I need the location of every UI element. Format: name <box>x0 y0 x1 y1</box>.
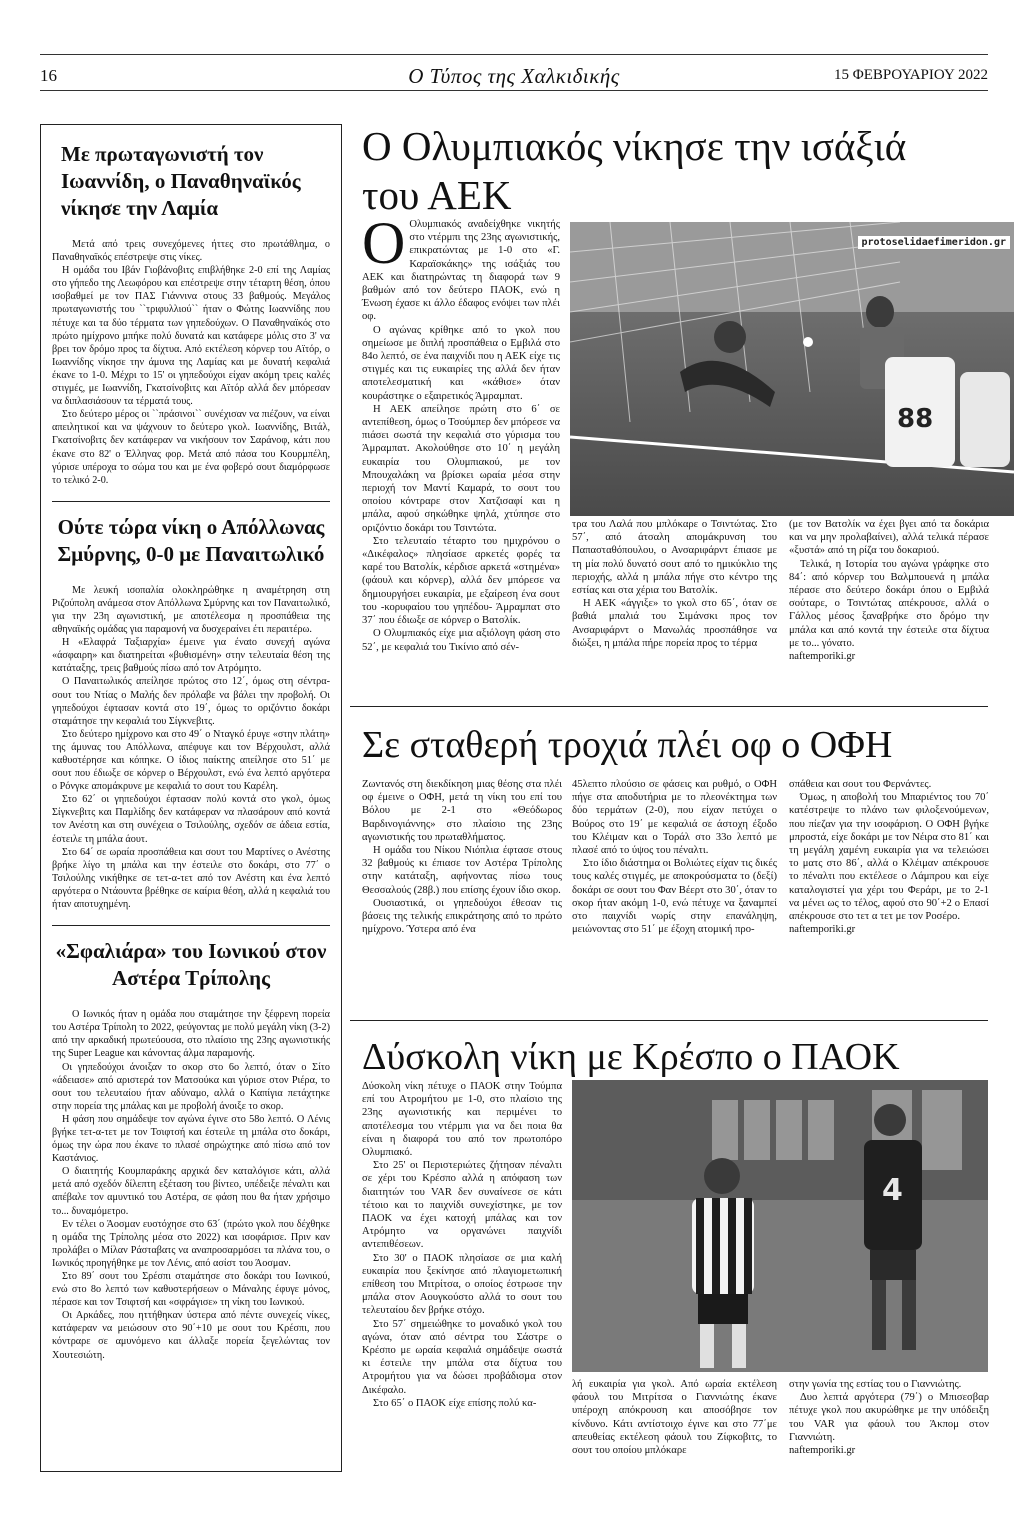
sidebar-separator <box>52 501 330 502</box>
source-credit: naftemporiki.gr <box>789 1445 856 1457</box>
story2-column3 <box>789 778 989 936</box>
sidebar-article2-headline: Ούτε τώρα νίκη ο Απόλλωνας Σμύρνης, 0-0 με Παναιτωλικό <box>57 514 325 566</box>
story2-column1 <box>362 778 562 936</box>
paragraph: Οι Αρκάδες, που ηττήθηκαν ύστερα από πέντε συνεχείς νίκες, κατάφεραν να μειώσουν στο 90΄+10 με σουτ του Κρέσπι, που κόντραρε σε αμυνόμενο και άλλαξε πορεία ξεγελώντας τον Χουτεσιώτη. <box>52 1310 330 1361</box>
story2-column2 <box>572 778 777 936</box>
header-underline <box>40 90 988 91</box>
paragraph: Η ομάδα του Ιβάν Γιοβάνοβιτς επιβλήθηκε 2-0 επί της Λαμίας στο γήπεδο της Λεωφόρου και επέστρεψε στην τέταρτη θέση, όπου ισοβαθμεί με τον ΠΑΣ Γιάννινα στους 33 βαθμούς. Μεγάλος πρωταγωνιστής του ``τριφυλλιού`` ήταν ο Φώτης Ιωαννίδης που πέτυχε και τα δύο τέρματα των γηπεδούχων. Ο Παναθηναϊκός στο πρώτο ημίχρονο μπήκε πολύ δυνατά και κατάφερε μόλις στο 3' να βρει τον δρόμο προς τα δίχτυα. Από εκτέλεση κόρνερ του Αϊτόρ, ο Ιωαννίδης νίκησε την άμυνα της Λαμίας και με δυνατή κεφαλιά έκανε το 1-0. Μέχρι το 15' οι γηπεδούχοι είχαν ακόμη τρεις καλές στιγμές, με Ιωαννίδη, Γκατσίνοβιτς και Αϊτόρ αλλά δεν μπόρεσαν να διπλασιάσουν τα τέρματά τους. <box>52 265 330 408</box>
sidebar-article2-body <box>52 584 330 911</box>
story1-headline: Ο Ολυμπιακός νίκησε την ισάξιά του ΑΕΚ <box>362 123 907 218</box>
paragraph: Στο 57΄ σημειώθηκε το μοναδικό γκολ του αγώνα, όταν από σέντρα του Σάστρε ο Κρέσπο με ωραία κεφαλιά σημάδεψε σωστά κι έστειλε την μπάλα στα δίχτυα του Ατρομήτου για να δώσει προβάδισμα στον Δικέφαλο. <box>362 1318 562 1396</box>
paragraph: 45λεπτο πλούσιο σε φάσεις και ρυθμό, ο ΟΦΗ πήγε στα αποδυτήρια με το πλεονέκτημα των δύο τερμάτων (2-0), που είχαν πετύχει ο Βούρος στο 19΄ με κεφαλιά σε άστοχη έξοδο του Κλέιμαν και ο Τοράλ στο 33ο λεπτό με πλασέ από το ύψος του πέναλτι. <box>572 779 777 857</box>
paragraph: Ο Ολυμπιακός είχε μια αξιόλογη φάση στο 52΄, με κεφαλιά του Τικίνιο από σέν- <box>362 628 560 653</box>
paragraph: Δυο λεπτά αργότερα (79΄) ο Μπισεσβαρ πέτυχε γκολ που ακυρώθηκε με την υπόδειξη του VAR για φάουλ του Άκπομ στον Γιαννιώτη. <box>789 1392 989 1443</box>
paragraph: Ο αγώνας κρίθηκε από το γκολ που σημείωσε με διπλή προσπάθεια ο Εμβιλά στο 84ο λεπτό, σε ένα παιχνίδι που η ΑΕΚ είχε τις στιγμές και τις ευκαιρίες της αλλά δεν ήταν αποτελεσματική και «κάθισε» όταν κουράστηκε ο εξαιρετικός Άμραμπατ. <box>362 324 560 402</box>
sidebar-article3-headline: «Σφαλιάρα» του Ιωνικού στον Αστέρα Τρίπολης <box>55 939 327 991</box>
page-date: 15 ΦΕΒΡΟΥΑΡΙΟΥ 2022 <box>834 67 988 83</box>
paragraph: Στο 30' ο ΠΑΟΚ πλησίασε σε μια καλή ευκαιρία που ξεκίνησε από πλαγιομετωπική επίθεση του Μιτρίτσα, ο οποίος έστρωσε την μπάλα στον Αουγκούστο αλλά το σουτ του τελευταίου δεν βρήκε στόχο. <box>362 1252 562 1317</box>
photo-watermark: protoselidaefimeridon.gr <box>858 236 1011 249</box>
paragraph: Οι γηπεδούχοι άνοιξαν το σκορ στο 6ο λεπτό, όταν ο Σίτο «άδειασε» από αριστερά τον Ματσούκα και γύρισε στον Ριέρα, το σουτ του τελευταίου ήταν αδύναμο, αλλά ο Καπίγια πετάχτηκε στην πορεία της μπάλας και με προβολή άνοιξε το σκορ. <box>52 1061 330 1112</box>
paragraph: Στο δεύτερο ημίχρονο και στο 49΄ ο Νταγκό έρυγε «στην πλάτη» της άμυνας του Απόλλωνα, απέφυγε και τον Βέρχουλστ, αλλά καθυστέρησε και κόπηκε. Ο ίδιος παίκτης απείλησε στο 51΄ με σουτ που έδιωξε σε κόρνερ ο Βέρχουλστ, ενώ ένα λεπτό αργότερα ο Ρόνγκε απομάκρυνε με κεφαλιά το σουτ του Καρέλη. <box>52 728 330 793</box>
paragraph: Με λευκή ισοπαλία ολοκληρώθηκε η αναμέτρηση στη Ριζούπολη ανάμεσα στον Απόλλωνα Σμύρνης και τον Παναιτωλικό, για την 23η αγωνιστική, με αποτέλεσμα η προσπάθεια της αθηναϊκής ομάδας για παραμονή να δυσχεραίνει έτι περαιτέρω. <box>52 584 331 636</box>
paragraph: τρα του Λαλά που μπλόκαρε ο Τσιντώτας. Στο 57΄, από άτσαλη απομάκρυνση του Παπασταθόπουλου, ο Ανσαριφάρντ έπιασε με τη μία πολύ δυνατό σουτ από το ημικύκλιο της περιοχής, αλλά η μπάλα πήγε στο κέντρο της εστίας και στα χέρια του Βατσλίκ. <box>572 519 777 597</box>
paragraph: Στο τελευταίο τέταρτο του ημιχρόνου ο «Δικέφαλος» πλησίασε αρκετές φορές τα καρέ του Βατσλίκ, κέρδισε αρκετά «στημένα» (φάουλ και κόρνερ), αλλά δεν μπόρεσε να δημιουργήσει ευκαιρία, με εξαίρεση ένα σουτ του -κορυφαίου του γηπέδου- Άμραμπατ στο 37΄ που έδιωξε σε κόρνερ ο Βατσλίκ. <box>362 535 560 627</box>
story3-column1 <box>362 1080 562 1410</box>
paragraph: Στο 65΄ ο ΠΑΟΚ είχε επίσης πολύ κα- <box>373 1397 537 1409</box>
paragraph: Μετά από τρεις συνεχόμενες ήττες στο πρωτάθλημα, ο Παναθηναϊκός επέστρεψε στις νίκες. <box>52 239 330 264</box>
sidebar-article1-headline: Με πρωταγωνιστή τον Ιωαννίδη, ο Παναθηναϊκός νίκησε την Λαμία <box>61 142 301 220</box>
paok-match-photo <box>572 1080 988 1372</box>
football-action-illustration <box>570 222 1014 516</box>
drop-cap: Ο <box>362 210 406 276</box>
paragraph: Ο Παναιτωλικός απείλησε πρώτος στο 12΄, όμως στη σέντρα-σουτ του Ντίας ο Μαλής δεν πρόλαβε να βάλει την προβολή. Οι γηπεδούχοι έφτασαν κοντά στο 19΄, όμως το οριζόντιο δοκάρι σταμάτησε την κεφαλιά του Σίγκνεβιτς. <box>52 676 330 727</box>
paper-name: Ο Τύπος της Χαλκιδικής <box>408 64 620 88</box>
paragraph: λή ευκαιρία για γκολ. Από ωραία εκτέλεση φάουλ του Μιτρίτσα ο Γιαννιώτης έκανε υπέροχη απόκρουση και αποσόβησε τον κίνδυνο. Κάτι αντίστοιχο έγινε και στο 77΄με απευθείας εκτέλεση φάουλ του Ζίφκοβιτς, το σουτ του οποίου μπλόκαρε <box>572 1379 777 1457</box>
story2-headline: Σε σταθερή τροχιά πλέι οφ ο ΟΦΗ <box>362 724 893 766</box>
sidebar-article3-body <box>52 1008 330 1362</box>
paragraph: Στο ίδιο διάστημα οι Βολιώτες είχαν τις δικές τους καλές στιγμές, με αποκρούσματα το (δεξί) δοκάρι σε σουτ του Φαν Βέερτ στο 30΄, όταν το σκορ ήταν ακόμη 1-0, ενώ πέτυχε να ξαναμπεί στο παιχνίδι νωρίς στην επανάληψη, μειώνοντας στο 51΄ με έξοχη ατομική προ- <box>572 858 777 936</box>
paragraph: Εν τέλει ο Άοσμαν ευστόχησε στο 63΄ (πρώτο γκολ που δέχθηκε η ομάδα της Τρίπολης μέσα στο 2022) και ισοφάρισε. Πριν καν προλάβει ο Μίλαν Ράσταβατς να αναπροσαρμόσει τα πλάνα του, ο Ιωνικός προηγήθηκε με τον Λένις, από ασίστ του Άοσμαν. <box>52 1218 330 1269</box>
sidebar-article1-body <box>52 238 330 487</box>
paragraph: Η ομάδα του Νίκου Νιόπλια έφτασε στους 32 βαθμούς κι έπιασε τον Αστέρα Τρίπολης στην κατάταξη, αφήνοντας πίσω τους Θεσσαλούς (28β.) που επίσης έχουν ίδιο σκορ. <box>362 845 562 896</box>
paragraph: (με τον Βατσλίκ να έχει βγει από τα δοκάρια και να μην προλαβαίνει), αλλά τελικά πέρασε «ξυστά» από τη ρίζα του δοκαριού. <box>789 519 989 557</box>
story3-headline: Δύσκολη νίκη με Κρέσπο ο ΠΑΟΚ <box>362 1036 900 1078</box>
paragraph: Η «Ελαφρά Ταξιαρχία» έμεινε για έναto συνεχή αγώνα «άσφαιρη» και διατηρείται «βυθισμένη» στην τελευταία θέση της κατάταξης, τρεις βαθμούς πίσω από τον Ατρόμητο. <box>52 637 330 675</box>
paragraph: Στο 64΄ σε ωραία προσπάθεια και σουτ του Μαρτίνες ο Ανέστης βρήκε λίγο τη μπάλα και την έστειλε στο δοκάρι, στο 77΄ ο Τσιλούλης νικήθηκε σε τετ-α-τετ από τον Ανέστη και ένα λεπτό αργότερα ο Ντάουντα βρέθηκε σε καίρια θέση, αλλά η κεφαλιά του ήταν αποτυχημένη. <box>52 846 330 911</box>
story1-column3 <box>789 518 989 663</box>
paragraph: Δύσκολη νίκη πέτυχε ο ΠΑΟΚ στην Τούμπα επί του Ατρομήτου με 1-0, στο πλαίσιο της 23ης αγωνιστικής και περιμένει το αποτέλεσμα του ντέρμπι για να δει ποια θα είναι η διαφορά του από τον πρωτοπόρο Ολυμπιακό. <box>362 1081 562 1159</box>
section-divider <box>350 706 988 707</box>
sidebar-separator <box>52 925 330 926</box>
paragraph: Στο 89΄ σουτ του Σρέσπι σταμάτησε στο δοκάρι του Ιωνικού, ενώ στο 8ο λεπτό των καθυστερήσεων ο Μάναλης έφυγε μόνος, πέρασε και τον Τσιφτσή και «σφράγισε» τη νίκη του Ιωνικού. <box>52 1271 330 1309</box>
story1-column1 <box>362 210 560 654</box>
paragraph: Στο δεύτερο μέρος οι ``πράσινοι`` συνέχισαν να πιέζουν, να είναι απειλητικοί και να ψάχνουν το δεύτερο γκολ. Ιωαννίδης, Βιτάλ, Γκατσίνοβιτς δεν κατάφεραν να νικήσουν τον Σαράνοφ, κάτι που έκανε στο 82' ο Έλληνας φορ. Μετά από πάσα του Κουρμπέλη, γύρισε υπέροχα το σώμα του και με ένα φοβερό σουτ διαμόρφωσε το τελικό 2-0. <box>52 409 330 486</box>
paragraph: Ουσιαστικά, οι γηπεδούχοι έθεσαν τις βάσεις της τελικής επικράτησης από το πρώτο ημίχρονο. Ύστερα από ένα <box>362 897 562 936</box>
page-header <box>40 64 988 88</box>
paragraph: Η ΑΕΚ απείλησε πρώτη στο 6΄ σε αντεπίθεση, όμως ο Τσούμπερ δεν μπόρεσε να πιάσει σωστά την κεφαλιά στο γύρισμα του Άμραμπατ. Ακολούθησε στο 10΄ η μεγάλη ευκαιρία του Ολυμπιακού, με τον Μπουχαλάκη να βρίσκει ωραία μέσα στην περιοχή τον Μαντί Καμαρά, το σουτ του οποίου κόντραρε στον Χατζισαφί και η μπάλα, αφού σηκώθηκε ψηλά, χτύπησε στο οριζόντιο δοκάρι του Τσιντώτα. <box>362 403 560 534</box>
paragraph: Η ΑΕΚ «άγγιξε» το γκολ στο 65΄, όταν σε βαθιά μπαλιά του Σιμάνσκι προς τον Ανσαριφάρντ ο Μανωλάς προσπάθησε να διώξει, η μπάλα πήρε πορεία προς το τέρμα <box>572 598 777 649</box>
section-divider <box>350 1020 988 1021</box>
sidebar <box>40 124 342 1472</box>
paragraph: Τελικά, η Ιστορία του αγώνα γράφηκε στο 84΄: από κόρνερ του Βαλμπουενά η μπάλα πέρασε στο δεύτερο δοκάρι όπου ο Εμβιλά σούταρε, ο Τσιντώτας απέκρουσε, αλλά ο Γάλλος μέσος ξαναβρήκε στο δρόμο την μπάλα και από κοντά την έστειλε στα δίχτυα με το... γόνατο. <box>789 558 989 649</box>
svg-text:88: 88 <box>897 404 934 434</box>
paragraph: Ζωντανός στη διεκδίκηση μιας θέσης στα πλέι οφ έμεινε ο ΟΦΗ, μετά τη νίκη του επί του Βόλου με 2-1 στο «Θεόδωρος Βαρδινογιάννης» στο πλαίσιο της 23ης αγωνιστικής του πρωταθλήματος. <box>362 779 562 843</box>
story3-column2 <box>572 1378 777 1457</box>
top-rule <box>40 54 988 55</box>
paragraph: Η φάση που σημάδεψε τον αγώνα έγινε στο 58ο λεπτό. Ο Λένις βγήκε τετ-α-τετ με τον Τσιφτσή και έστειλε τη μπάλα στο δοκάρι, όμως την ώρα που έκανε το πλασέ σηρώχτηκε από πίσω από τον Καστάνιος. <box>52 1113 330 1165</box>
paragraph: Ο διαιτητής Κουμπαράκης αρχικά δεν καταλόγισε κάτι, αλλά μετά από σχεδόν δίλεπτη εξέταση του βίντεο, υπέδειξε πέναλτι και απέβαλε τον αμυντικό του Αστέρα, σε φάση που θα ήταν χρήσιμο το... δυναμόμετρο. <box>52 1166 330 1217</box>
paragraph: σπάθεια και σουτ του Φερνάντες. <box>789 779 932 790</box>
page-number: 16 <box>40 66 57 85</box>
story3-column3 <box>789 1378 989 1457</box>
olympiakos-aek-match-photo <box>570 222 1014 516</box>
story1-column2 <box>572 518 777 650</box>
paragraph: Ολυμπιακός αναδείχθηκε νικητής στο ντέρμπι της 23ης αγωνιστικής, επικρατώντας με 1-0 στο «Γ. Καραϊσκάκης» της ισάξιάς του ΑΕΚ και διατηρώντας τη διαφορά των 9 βαθμών από τον δεύτερο ΠΑΟΚ, ενώ η Ένωση έχασε κι άλλο έδαφος ενόψει των πλέι οφ. <box>362 219 560 323</box>
paragraph: Όμως, η αποβολή του Μπαριέντος του 70΄ κατέστρεψε το πλάνο των φιλοξενούμενων, που πίεζαν για την ισοφάριση. Ο ΟΦΗ βγήκε μπροστά, είχε δοκάρι με τον Νέιρα στο 81΄ και τη μεγάλη χαμένη ευκαιρία για να τελειώσει το ματς στο 86΄, αλλά ο Κλέιμαν απέκρουσε το πέναλτι που εκτέλεσε ο Λάμπρου και είχε καταλογιστεί για χέρι του Φεράρι, με το 2-1 να μένει ως το τέλος, αφού στο 90΄+2 ο Επασί απέκρουσε στο τετ α τετ με τον Ροσέρο. <box>789 792 989 923</box>
source-credit: naftemporiki.gr <box>789 651 856 663</box>
paragraph: Ο Ιωνικός ήταν η ομάδα που σταμάτησε την ξέφρενη πορεία του Αστέρα Τρίπολη το 2022, φεύγοντας με πολύ μεγάλη νίκη (3-2) από την αρκαδική πρωτεύουσα, στο πλαίσιο της 23ης αγωνιστικής της Super League και κάνοντας άλμα παραμονής. <box>52 1009 330 1060</box>
paragraph: στην γωνία της εστίας του ο Γιαννιώτης. <box>789 1379 962 1390</box>
paragraph: Στο 62΄ οι γηπεδούχοι έφτασαν πολύ κοντά στο γκολ, όμως Σίγκνεβιτς και Παμλίδης δεν κατάφεραν να πλασάρουν από κοντά τον Ανέστη και στη συνέχεια ο Τσιλούλης, σχεδόν σε άδεια εστία, έστειλε τη μπάλα άουτ. <box>52 794 330 845</box>
paok-player-illustration <box>572 1080 988 1372</box>
source-credit: naftemporiki.gr <box>789 924 856 936</box>
svg-text:4: 4 <box>882 1173 903 1208</box>
paragraph: Στο 25' οι Περιστεριώτες ζήτησαν πέναλτι σε χέρι του Κρέσπο αλλά η απόφαση των διαιτητών του VAR δεν συναίνεσε σε κάτι τέτοιο και το παιχνίδι συνεχίστηκε, με τον ΠΑΟΚ να έχει κατοχή μπάλας και τον Ατρόμητο να οργανώνει παιχνίδι αντεπιθέσεων. <box>362 1160 562 1251</box>
